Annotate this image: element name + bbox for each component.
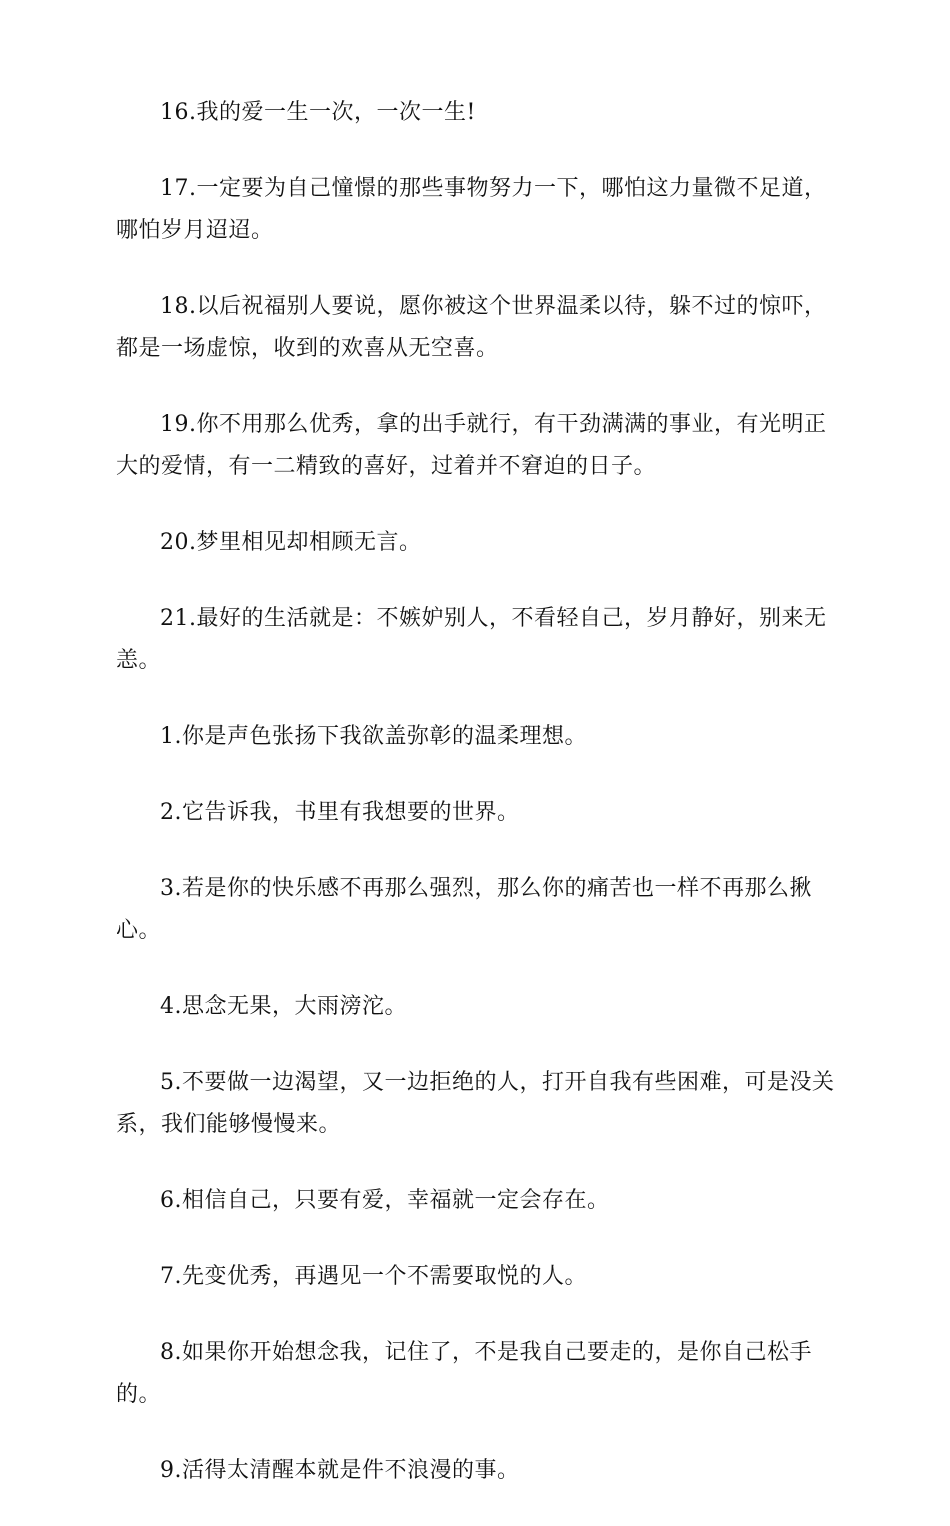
paragraph-4: 4.思念无果，大雨滂沱。	[160, 994, 407, 1019]
paragraph-20: 20.梦里相见却相顾无言。	[160, 530, 422, 555]
paragraph-19: 19.你不用那么优秀，拿的出手就行，有干劲满满的事业，有光明正大的爱情，有一二精致的喜好，过着并不窘迫的日子。	[116, 412, 827, 479]
paragraph-17: 17.一定要为自己憧憬的那些事物努力一下，哪怕这力量微不足道，哪怕岁月迢迢。	[116, 176, 827, 243]
paragraph-16: 16.我的爱一生一次，一次一生!	[160, 100, 476, 125]
paragraph-5: 5.不要做一边渴望，又一边拒绝的人，打开自我有些困难，可是没关系，我们能够慢慢来。	[116, 1070, 835, 1137]
paragraph-18: 18.以后祝福别人要说，愿你被这个世界温柔以待，躲不过的惊吓，都是一场虚惊，收到的欢喜从无空喜。	[116, 294, 827, 361]
paragraph-6: 6.相信自己，只要有爱，幸福就一定会存在。	[160, 1188, 610, 1213]
paragraph-7: 7.先变优秀，再遇见一个不需要取悦的人。	[160, 1264, 587, 1289]
document-body	[116, 92, 844, 1526]
paragraph-21: 21.最好的生活就是：不嫉妒别人，不看轻自己，岁月静好，别来无恙。	[116, 606, 827, 673]
paragraph-8: 8.如果你开始想念我，记住了，不是我自己要走的，是你自己松手的。	[116, 1340, 812, 1407]
paragraph-9: 9.活得太清醒本就是件不浪漫的事。	[160, 1458, 520, 1483]
paragraph-3: 3.若是你的快乐感不再那么强烈，那么你的痛苦也一样不再那么揪心。	[116, 876, 812, 943]
paragraph-1: 1.你是声色张扬下我欲盖弥彰的温柔理想。	[160, 724, 587, 749]
paragraph-2: 2.它告诉我，书里有我想要的世界。	[160, 800, 520, 825]
